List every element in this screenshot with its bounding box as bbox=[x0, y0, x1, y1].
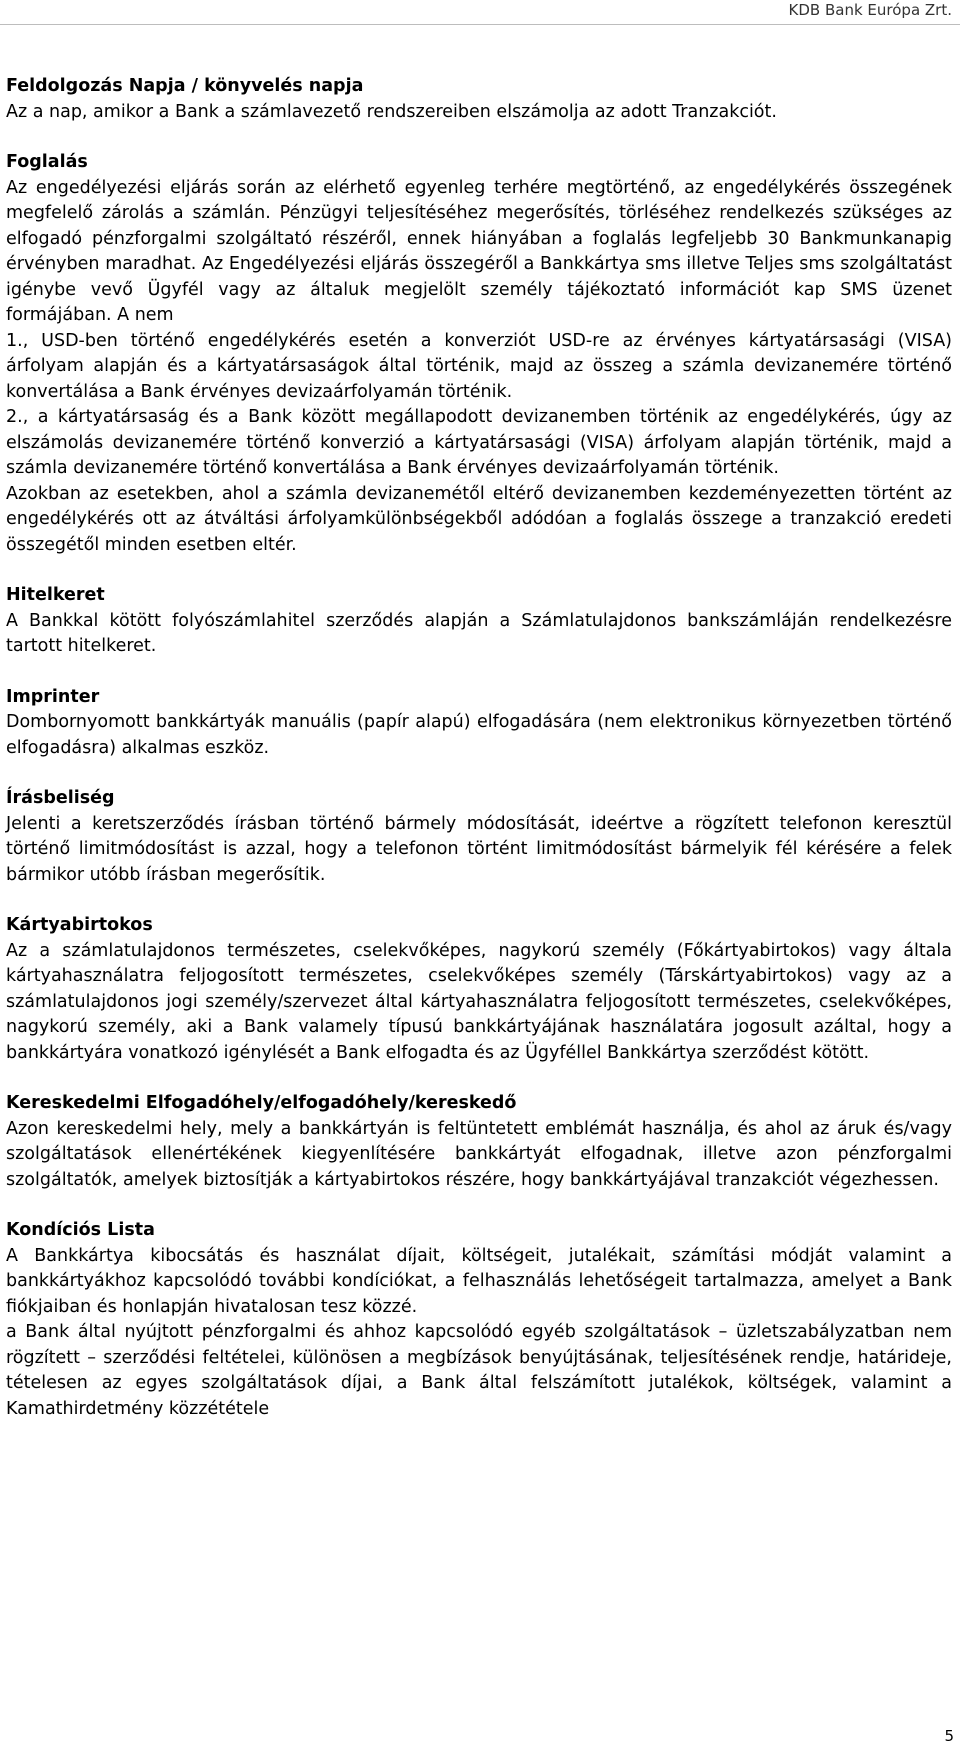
section-paragraph: Az a nap, amikor a Bank a számlavezető rendszereiben elszámolja az adott Tranzakciót. bbox=[6, 101, 777, 122]
section-paragraph: Dombornyomott bankkártyák manuális (papír alapú) elfogadására (nem elektronikus környezetben történő elfogadásra) alkalmas eszköz. bbox=[6, 712, 952, 758]
header-divider bbox=[0, 24, 960, 25]
section-paragraph: Azokban az esetekben, ahol a számla devizanemétől eltérő devizanemben kezdeményezetten történt az engedélykérés ott az átváltási árfolyamkülönbségekből adódóan a foglalás összege a tranzakció eredeti összegétől minden esetben eltér. bbox=[6, 483, 952, 555]
section-paragraph: Azon kereskedelmi hely, mely a bankkártyán is feltüntetett emblémát használja, és ahol az áruk és/vagy szolgáltatások ellenértékének kiegyenlítésére bankkártyát elfogadnak, illetve azon pénzforgalmi szolgáltatók, amelyek biztosítják a kártyabirtokos részére, hogy bankkártyájával tranzakciót végezhessen. bbox=[6, 1118, 952, 1190]
section-paragraph: Az engedélyezési eljárás során az elérhető egyenleg terhére megtörténő, az engedélykérés összegének megfelelő zárolás a számlán. Pénzügyi teljesítéséhez megerősítés, törléséhez rendelkezés szükséges az elfogadó pénzforgalmi szolgáltató részéről, ennek hiányában a foglalás legfeljebb 30 Bankmunkanapig érvényben maradhat. Az Engedélyezési eljárás összegéről a Bankkártya sms illetve Teljes sms szolgáltatást igénybe vevő Ügyfél vagy az általuk megjelölt személy tájékoztató információt kap SMS üzenet formájában. A nem bbox=[6, 177, 952, 325]
page-number: 5 bbox=[944, 1727, 954, 1745]
section-paragraph: a Bank által nyújtott pénzforgalmi és ahhoz kapcsolódó egyéb szolgáltatások – üzletszabályzatban nem rögzített – szerződési feltételei, különösen a megbízások benyújtásának, teljesítésének rendje, határideje, tételesen az egyes szolgáltatások díjai, a Bank által felszámított jutalékok, költségek, valamint a Kamathirdetmény közzététele bbox=[6, 1322, 952, 1419]
section-paragraph: A Bankkártya kibocsátás és használat díjait, költségeit, jutalékait, számítási módját valamint a bankkártyákhoz kapcsolódó további kondíciókat, a felhasználás lehetőségeit tartalmazza, amelyet a Bank fiókjaiban és honlapján hivatalosan tesz közzé. bbox=[6, 1245, 952, 1317]
section-paragraph: Az a számlatulajdonos természetes, cselekvőképes, nagykorú személy (Főkártyabirtokos) vagy általa kártyahasználatra feljogosított természetes, cselekvőképes személy (Társkártyabirtokos) vagy az a számlatulajdonos jogi személy/szervezet által kártyahasználatra feljogosított természetes, cselekvőképes, nagykorú személy, aki a Bank valamely típusú bankkártyájának használatára jogosult azáltal, hogy a bankkártyára vonatkozó igénylését a Bank elfogadta és az Ügyféllel Bankkártya szerződést kötött. bbox=[6, 940, 952, 1063]
page-header bbox=[789, 0, 952, 20]
section-paragraph: 1., USD-ben történő engedélykérés esetén a konverziót USD-re az érvényes kártyatársasági (VISA) árfolyam alapján és a kártyatársaságok által történik, majd az összeg a számla devizanemére történő konvertálása a Bank érvényes devizaárfolyamán történik. bbox=[6, 330, 952, 402]
section-kondicios-lista bbox=[6, 1218, 952, 1422]
section-title: Kártyabirtokos bbox=[6, 915, 153, 935]
section-title: Foglalás bbox=[6, 152, 88, 172]
section-kereskedelmi-elfogadohely bbox=[6, 1091, 952, 1193]
section-imprinter bbox=[6, 685, 952, 762]
header-title: KDB Bank Európa Zrt. bbox=[788, 1, 952, 19]
section-title: Kondíciós Lista bbox=[6, 1220, 155, 1240]
section-title: Hitelkeret bbox=[6, 585, 105, 605]
document-body bbox=[6, 74, 952, 1447]
section-paragraph: 2., a kártyatársaság és a Bank között megállapodott devizanemben történik az engedélykérés, úgy az elszámolás devizanemére történő konverzió a kártyatársasági (VISA) árfolyam alapján történik, majd a számla devizanemére történő konvertálása a Bank érvényes devizaárfolyamán történik. bbox=[6, 407, 952, 478]
section-kartyabirtokos bbox=[6, 913, 952, 1066]
section-title: Feldolgozás Napja / könyvelés napja bbox=[6, 76, 364, 96]
section-paragraph: A Bankkal kötött folyószámlahitel szerződés alapján a Számlatulajdonos bankszámláján rendelkezésre tartott hitelkeret. bbox=[6, 610, 952, 656]
section-feldolgozas-napja bbox=[6, 74, 952, 125]
section-title: Írásbeliség bbox=[6, 788, 115, 808]
section-hitelkeret bbox=[6, 583, 952, 660]
section-title: Kereskedelmi Elfogadóhely/elfogadóhely/kereskedő bbox=[6, 1093, 517, 1113]
section-paragraph: Jelenti a keretszerződés írásban történő bármely módosítását, ideértve a rögzített telefonon keresztül történő limitmódosítást is azzal, hogy a telefonon történt limitmódosítást bármelyik fél kérésére a felek bármikor utóbb írásban megerősítik. bbox=[6, 813, 952, 885]
section-title: Imprinter bbox=[6, 686, 100, 707]
section-foglalas bbox=[6, 150, 952, 558]
section-irasbeliseg bbox=[6, 786, 952, 888]
